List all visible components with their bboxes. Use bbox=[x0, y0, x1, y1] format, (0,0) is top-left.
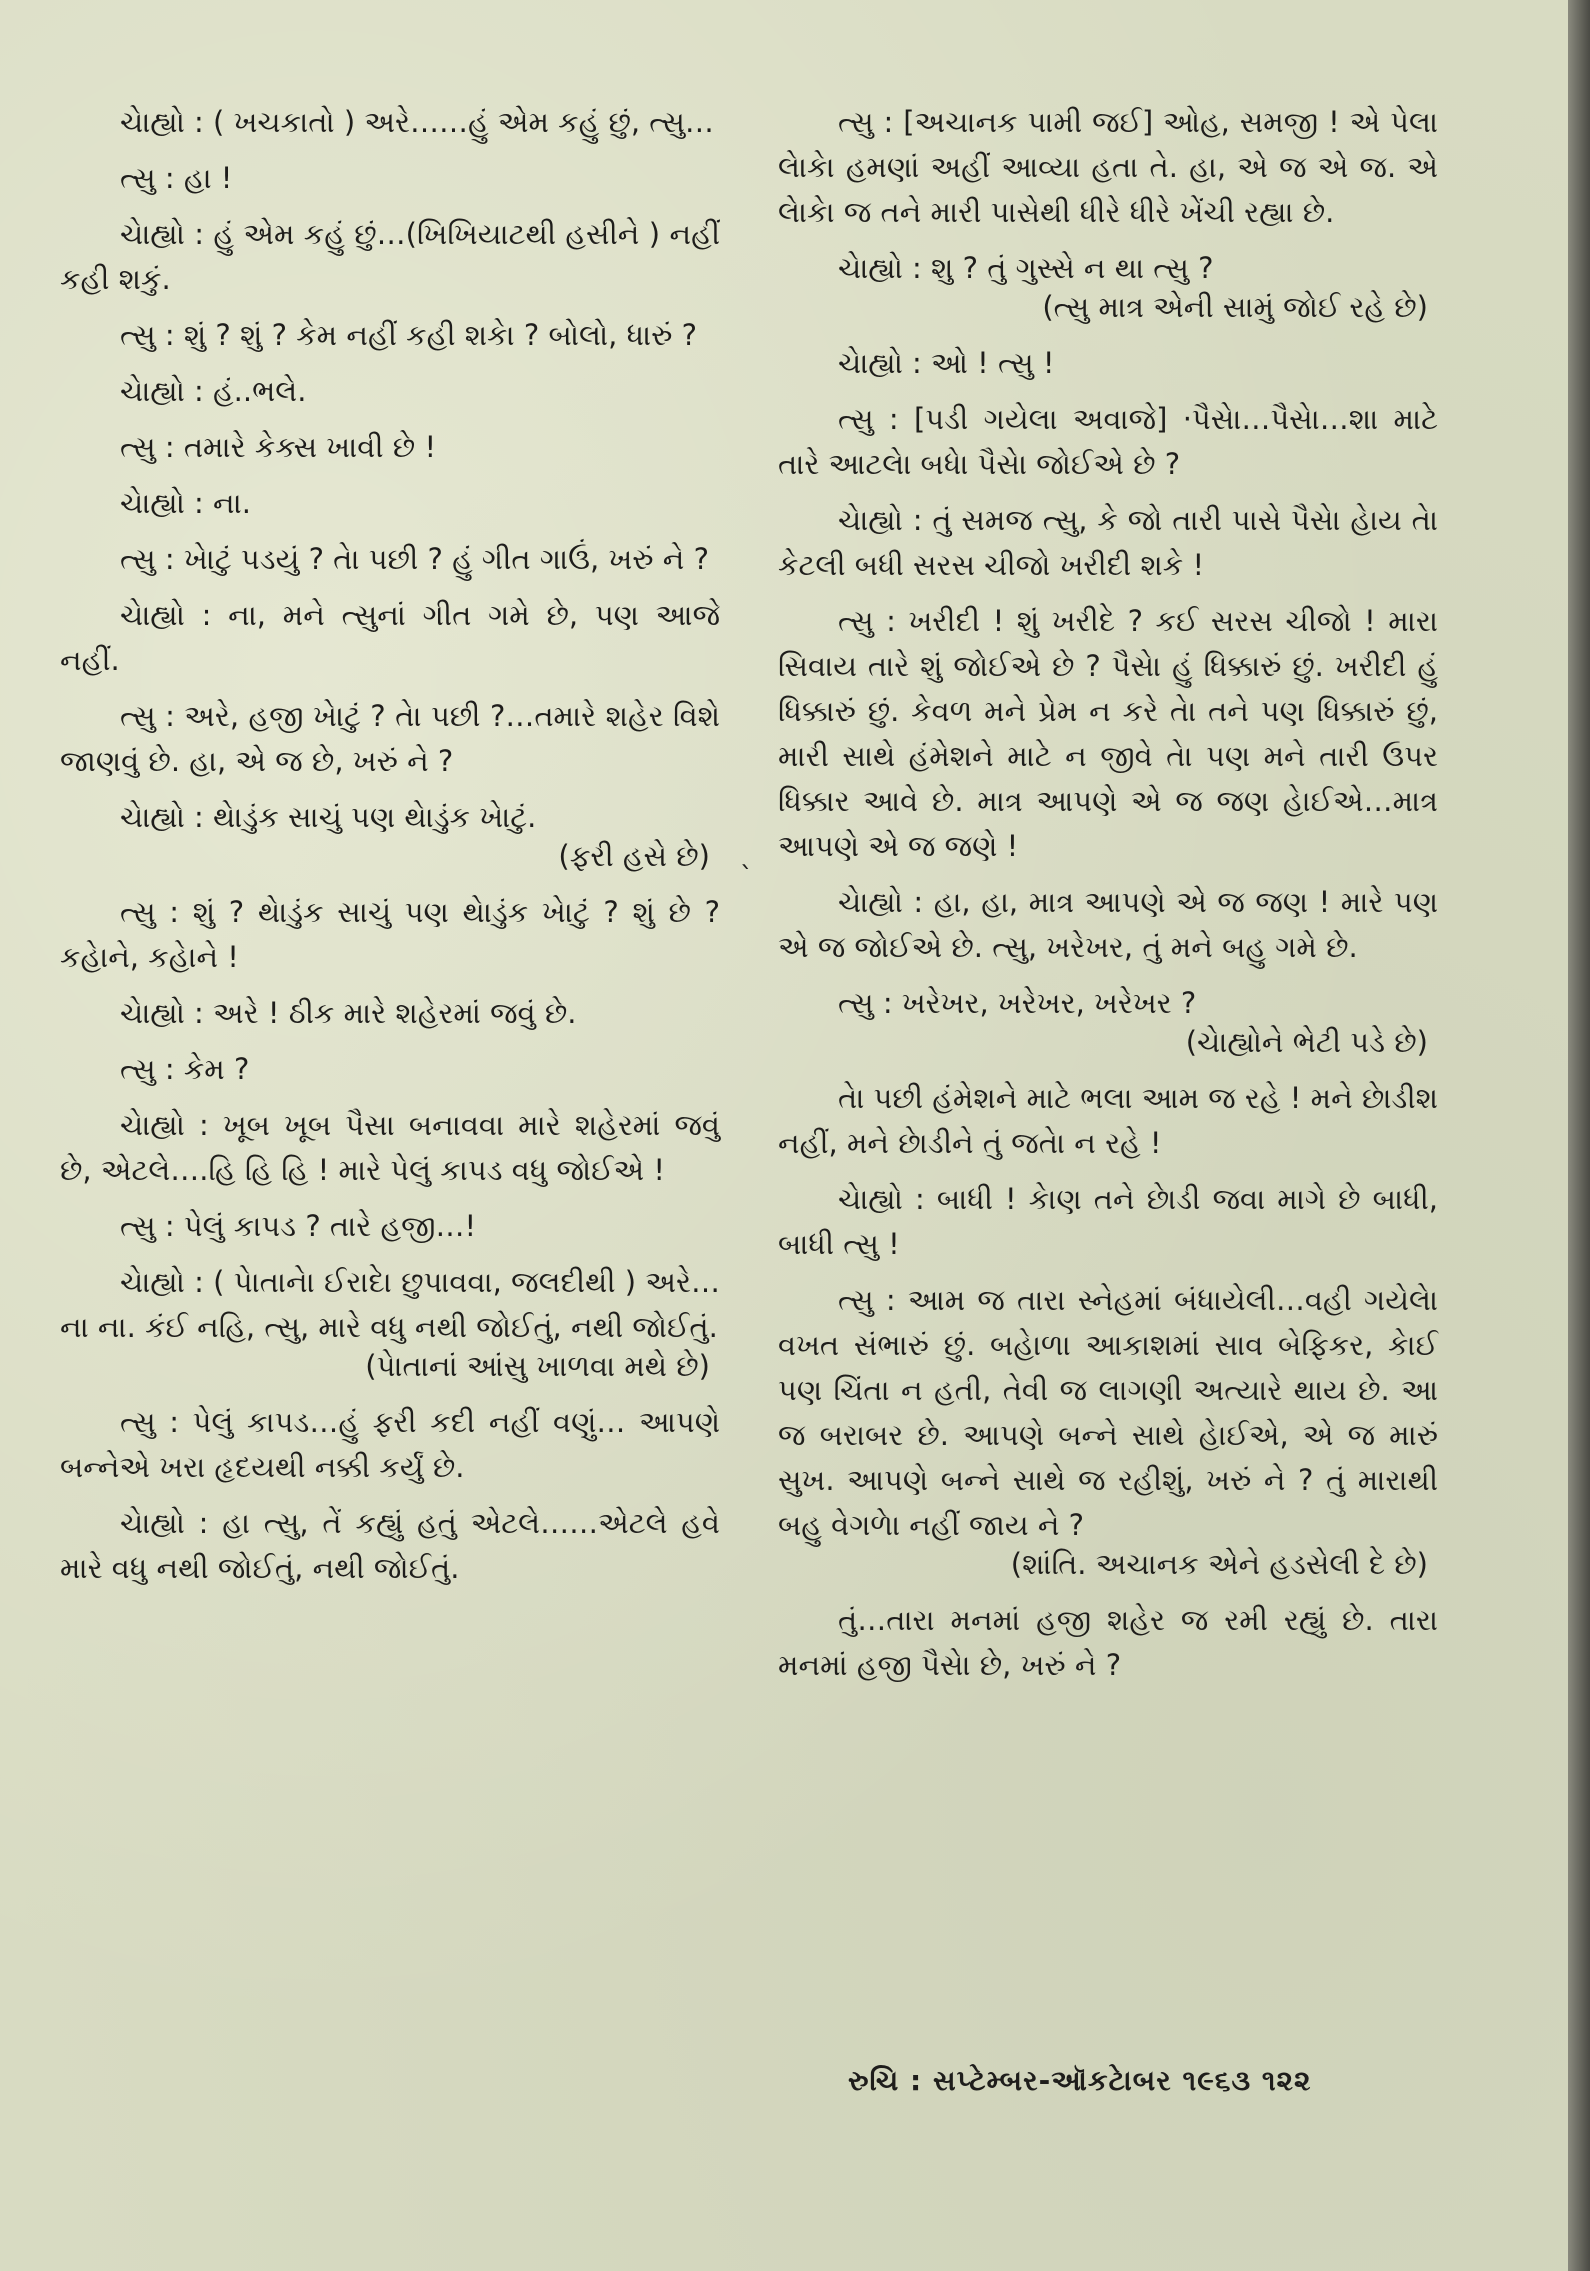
dialogue-line: ત્સુ : ખેાટું પડયું ? તેા પછી ? હું ગીત ગાઉં, ખરું ને ? bbox=[120, 542, 710, 576]
page-footer: રુચિ : સપ્ટેમ્બર-ઑકટેાબર ૧૯૬૩ ૧૨૨ bbox=[848, 2064, 1312, 2097]
stage-direction: (પેાતાનાં આંસુ ખાળવા મથે છે) bbox=[365, 1349, 710, 1383]
dialogue-line: તેા પછી હંમેશને માટે ભલા આમ જ રહે ! મને છેાડીશ નહીં, મને છેાડીને તું જતેા ન રહે ! bbox=[778, 1081, 1438, 1160]
left-column bbox=[60, 100, 720, 1602]
dialogue-line: ત્સુ : આમ જ તારા સ્નેહમાં બંધાયેલી…વહી ગયેલેા વખત સંભારું છું. બહેાળા આકાશમાં સાવ બેફિકર, કેાઈ પણ ચિંતા ન હતી, તેવી જ લાગણી અત્યારે થાય છે. આ જ બરાબર છે. આપણે બન્ને સાથે હેાઈએ, એ જ મારું સુખ. આપણે બન્ને સાથે જ રહીશું, ખરું ને ? તું મારાથી બહુ વેગળેા નહીં જાય ને ? bbox=[778, 1283, 1438, 1542]
dialogue-line: ચેાહ્યો : હં..ભલે. bbox=[120, 374, 307, 408]
dialogue-line: ત્સુ : ખરેખર, ખરેખર, ખરેખર ? bbox=[838, 986, 1197, 1020]
dialogue-line: ચેાહ્યો : તું સમજ ત્સુ, કે જો તારી પાસે પૈસેા હેાય તેા કેટલી બધી સરસ ચીજો ખરીદી શકે ! bbox=[778, 503, 1438, 582]
dialogue-line: ત્સુ : શું ? થેાડુંક સાચું પણ થેાડુંક ખેાટું ? શું છે ? કહેાને, કહેાને ! bbox=[60, 895, 720, 974]
dialogue-line: ચેાહ્યો : ઓ ! ત્સુ ! bbox=[838, 346, 1055, 380]
dialogue-line: ચેાહ્યો : ( પેાતાનેા ઈરાદેા છુપાવવા, જલદીથી ) અરે…ના ના. કંઈ નહિ, ત્સુ, મારે વધુ નથી જોઈતું, નથી જોઈતું. bbox=[60, 1265, 720, 1344]
stage-direction: (ચેાહ્યોને ભેટી પડે છે) bbox=[1185, 1025, 1428, 1059]
dialogue-line: ત્સુ : અરે, હજી ખેાટું ? તેા પછી ?…તમારે શહેર વિશે જાણવું છે. હા, એ જ છે, ખરું ને ? bbox=[60, 699, 720, 778]
dialogue-line: ત્સુ : ખરીદી ! શું ખરીદે ? કઈ સરસ ચીજો ! મારા સિવાય તારે શું જોઈએ છે ? પૈસેા હું ધિક્કારું છું. ખરીદી હું ધિક્કારું છું. કેવળ મને પ્રેમ ન કરે તેા તને પણ ધિક્કારું છું, મારી સાથે હંમેશને માટે ન જીવે તેા પણ મને તારી ઉપર ધિક્કાર આવે છે. માત્ર આપણે એ જ જણ હેાઈએ…માત્ર આપણે એ જ જણે ! bbox=[778, 604, 1438, 863]
page-edge-shadow bbox=[1568, 0, 1590, 2271]
dialogue-line: ચેાહ્યો : ના, મને ત્સુનાં ગીત ગમે છે, પણ આજે નહીં. bbox=[60, 598, 720, 677]
dialogue-line: ત્સુ : શું ? શું ? કેમ નહીં કહી શકેા ? બોલો, ધારું ? bbox=[120, 318, 697, 352]
right-column bbox=[778, 100, 1438, 1699]
dialogue-line: ચેાહ્યો : અરે ! ઠીક મારે શહેરમાં જવું છે. bbox=[120, 996, 577, 1030]
dialogue-line: ત્સુ : [અચાનક પામી જઈ] ઓહ, સમજી ! એ પેલા લેાકેા હમણાં અહીં આવ્યા હતા તે. હા, એ જ એ જ. એ લેાકેા જ તને મારી પાસેથી ધીરે ધીરે ખેંચી રહ્યા છે. bbox=[778, 105, 1438, 229]
dialogue-line: ત્સુ : તમારે કેક્સ ખાવી છે ! bbox=[120, 430, 437, 464]
dialogue-line: ચેાહ્યો : હા ત્સુ, તેં કહ્યું હતું એટલે……એટલે હવે મારે વધુ નથી જોઈતું, નથી જોઈતું. bbox=[60, 1506, 720, 1585]
stage-direction: (ફરી હસે છે) bbox=[558, 839, 710, 873]
dialogue-line: તું…તારા મનમાં હજી શહેર જ રમી રહ્યું છે. તારા મનમાં હજી પૈસેા છે, ખરું ને ? bbox=[778, 1603, 1438, 1682]
dialogue-line: ચેાહ્યો : ના. bbox=[120, 486, 251, 520]
dialogue-line: ત્સુ : પેલું કાપડ ? તારે હજી…! bbox=[120, 1209, 477, 1243]
dialogue-line: ત્સુ : પેલું કાપડ…હું ફરી કદી નહીં વણું… આપણે બન્નેએ ખરા હૃદયથી નક્કી કર્યું છે. bbox=[60, 1405, 720, 1484]
dialogue-line: ચેાહ્યો : હા, હા, માત્ર આપણે એ જ જણ ! મારે પણ એ જ જોઈએ છે. ત્સુ, ખરેખર, તું મને બહુ ગમે છે. bbox=[778, 885, 1438, 964]
dialogue-line: ચેાહ્યો : ( ખચકાતો ) અરે……હું એમ કહું છું, ત્સુ… bbox=[120, 105, 714, 139]
stray-mark: ` bbox=[740, 862, 753, 892]
stage-direction: (શાંતિ. અચાનક એને હડસેલી દે છે) bbox=[1010, 1547, 1428, 1581]
dialogue-line: ચેાહ્યો : હું એમ કહું છું…(ખિખિયાટથી હસીને ) નહીં કહી શકું. bbox=[60, 217, 720, 296]
dialogue-line: ચેાહ્યો : થેાડુંક સાચું પણ થેાડુંક ખેાટું. bbox=[120, 800, 537, 834]
dialogue-line: ચેાહ્યો : ખૂબ ખૂબ પૈસા બનાવવા મારે શહેરમાં જવું છે, એટલે….હિ હિ હિ ! મારે પેલું કાપડ વધુ જોઈએ ! bbox=[60, 1108, 720, 1187]
dialogue-line: ચેાહ્યો : બાધી ! કેાણ તને છેાડી જવા માગે છે બાધી, બાધી ત્સુ ! bbox=[778, 1182, 1438, 1261]
dialogue-line: ત્સુ : હા ! bbox=[120, 161, 233, 195]
dialogue-line: ત્સુ : [પડી ગયેલા અવાજે] ·પૈસેા…પૈસેા…શા માટે તારે આટલેા બધેા પૈસેા જોઈએ છે ? bbox=[778, 402, 1438, 481]
dialogue-line: ચેાહ્યો : શુ ? તું ગુસ્સે ન થા ત્સુ ? bbox=[838, 251, 1214, 285]
stage-direction: (ત્સુ માત્ર એની સામું જોઈ રહે છે) bbox=[1042, 290, 1428, 324]
dialogue-line: ત્સુ : કેમ ? bbox=[120, 1052, 250, 1086]
